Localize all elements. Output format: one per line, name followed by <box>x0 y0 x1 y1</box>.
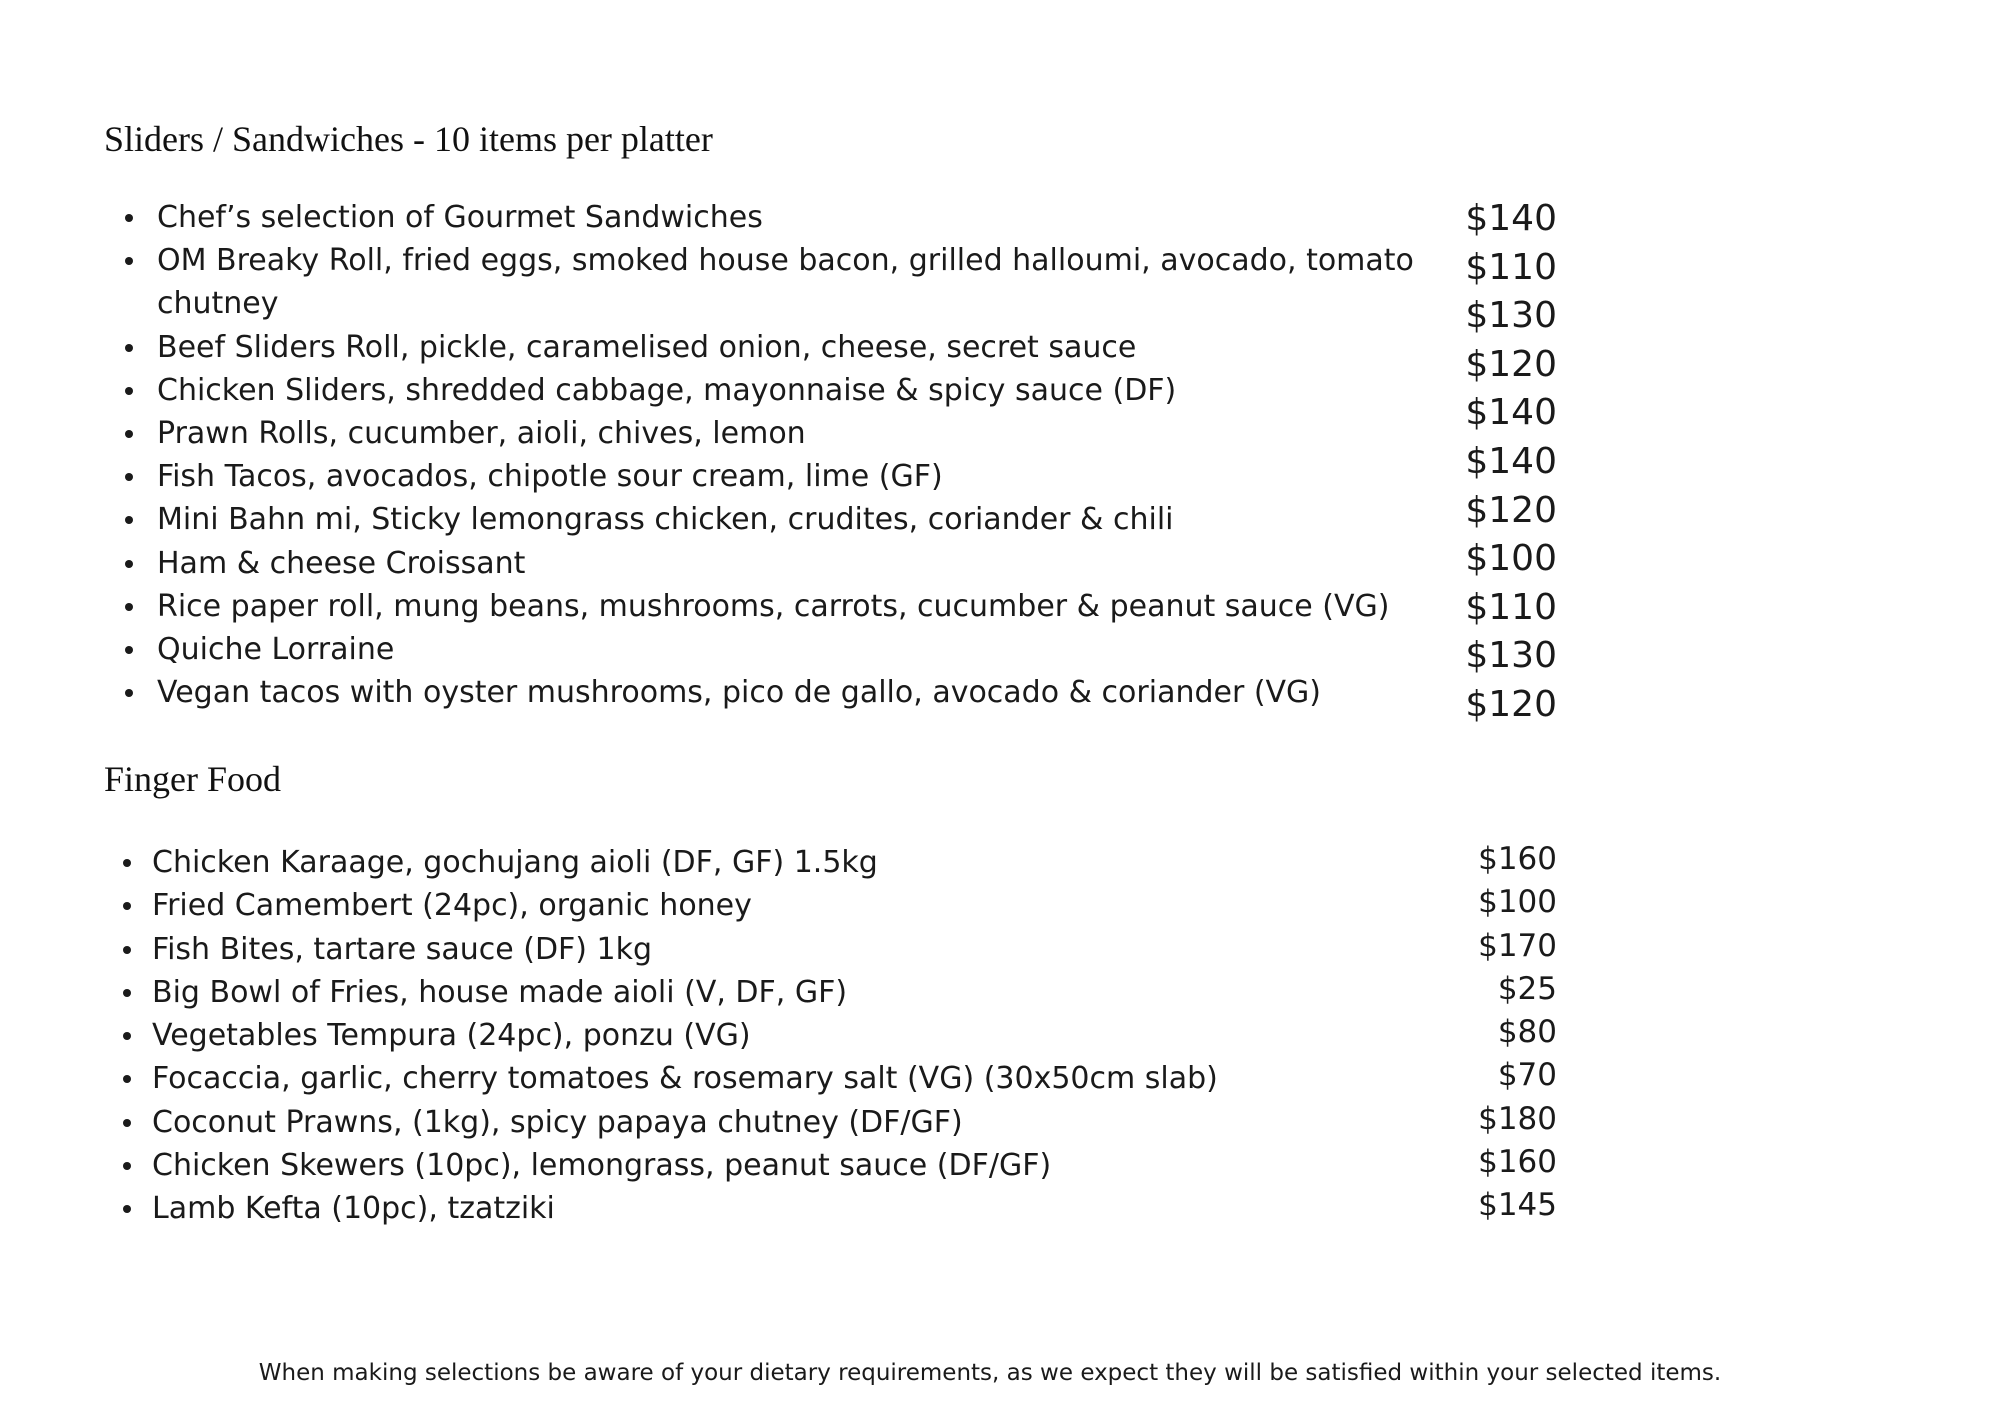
price-label: $160 <box>1478 1144 1557 1181</box>
list-item: Lamb Kefta (10pc), tzatziki <box>152 1187 1422 1230</box>
price-label: $80 <box>1497 1014 1557 1051</box>
list-item: Quiche Lorraine <box>157 628 1447 671</box>
price-label: $100 <box>1478 884 1557 921</box>
list-item: Chicken Karaage, gochujang aioli (DF, GF) 1.5kg <box>152 841 1422 884</box>
price-label: $140 <box>1465 440 1557 482</box>
price-label: $70 <box>1497 1057 1557 1094</box>
list-item: Big Bowl of Fries, house made aioli (V, DF, GF) <box>152 971 1422 1014</box>
price-label: $110 <box>1465 246 1557 288</box>
list-item: Fish Bites, tartare sauce (DF) 1kg <box>152 928 1422 971</box>
list-item: Ham & cheese Croissant <box>157 542 1447 585</box>
price-label: $170 <box>1478 927 1557 964</box>
price-label: $180 <box>1478 1100 1557 1137</box>
price-label: $100 <box>1465 538 1557 580</box>
section-title-sliders: Sliders / Sandwiches - 10 items per platter <box>104 119 713 159</box>
sliders-item-list <box>157 196 1447 714</box>
price-label: $160 <box>1478 841 1557 877</box>
price-label: $130 <box>1465 295 1557 337</box>
list-item: Chef’s selection of Gourmet Sandwiches <box>157 196 1447 239</box>
list-item: Chicken Skewers (10pc), lemongrass, peanut sauce (DF/GF) <box>152 1144 1422 1187</box>
sliders-price-list <box>1397 195 1557 730</box>
price-label: $140 <box>1465 392 1557 434</box>
price-label: $140 <box>1465 198 1557 239</box>
list-item: Prawn Rolls, cucumber, aioli, chives, lemon <box>157 412 1447 455</box>
list-item: Fish Tacos, avocados, chipotle sour cream, lime (GF) <box>157 455 1447 498</box>
price-label: $25 <box>1497 970 1557 1007</box>
list-item: Focaccia, garlic, cherry tomatoes & rosemary salt (VG) (30x50cm slab) <box>152 1057 1422 1100</box>
price-label: $120 <box>1465 489 1557 531</box>
list-item: Beef Sliders Roll, pickle, caramelised onion, cheese, secret sauce <box>157 326 1447 369</box>
price-label: $110 <box>1465 586 1557 628</box>
price-label: $120 <box>1465 343 1557 385</box>
finger-food-item-list <box>152 841 1422 1231</box>
price-label: $120 <box>1465 683 1557 725</box>
list-item: Vegetables Tempura (24pc), ponzu (VG) <box>152 1014 1422 1057</box>
finger-food-price-list <box>1397 838 1557 1228</box>
list-item: Mini Bahn mi, Sticky lemongrass chicken, crudites, coriander & chili <box>157 498 1447 541</box>
list-item: Fried Camembert (24pc), organic honey <box>152 884 1422 927</box>
section-title-finger-food: Finger Food <box>104 759 282 799</box>
list-item: Rice paper roll, mung beans, mushrooms, carrots, cucumber & peanut sauce (VG) <box>157 585 1447 628</box>
price-label: $130 <box>1465 635 1557 677</box>
price-label: $145 <box>1478 1187 1557 1224</box>
list-item: Coconut Prawns, (1kg), spicy papaya chutney (DF/GF) <box>152 1101 1422 1144</box>
list-item: OM Breaky Roll, fried eggs, smoked house bacon, grilled halloumi, avocado, tomato chutney <box>157 239 1447 325</box>
list-item: Vegan tacos with oyster mushrooms, pico de gallo, avocado & coriander (VG) <box>157 671 1447 714</box>
dietary-footer-note: When making selections be aware of your dietary requirements, as we expect they will be satisfied within your selected items. <box>258 1360 1722 1386</box>
list-item: Chicken Sliders, shredded cabbage, mayonnaise & spicy sauce (DF) <box>157 369 1447 412</box>
